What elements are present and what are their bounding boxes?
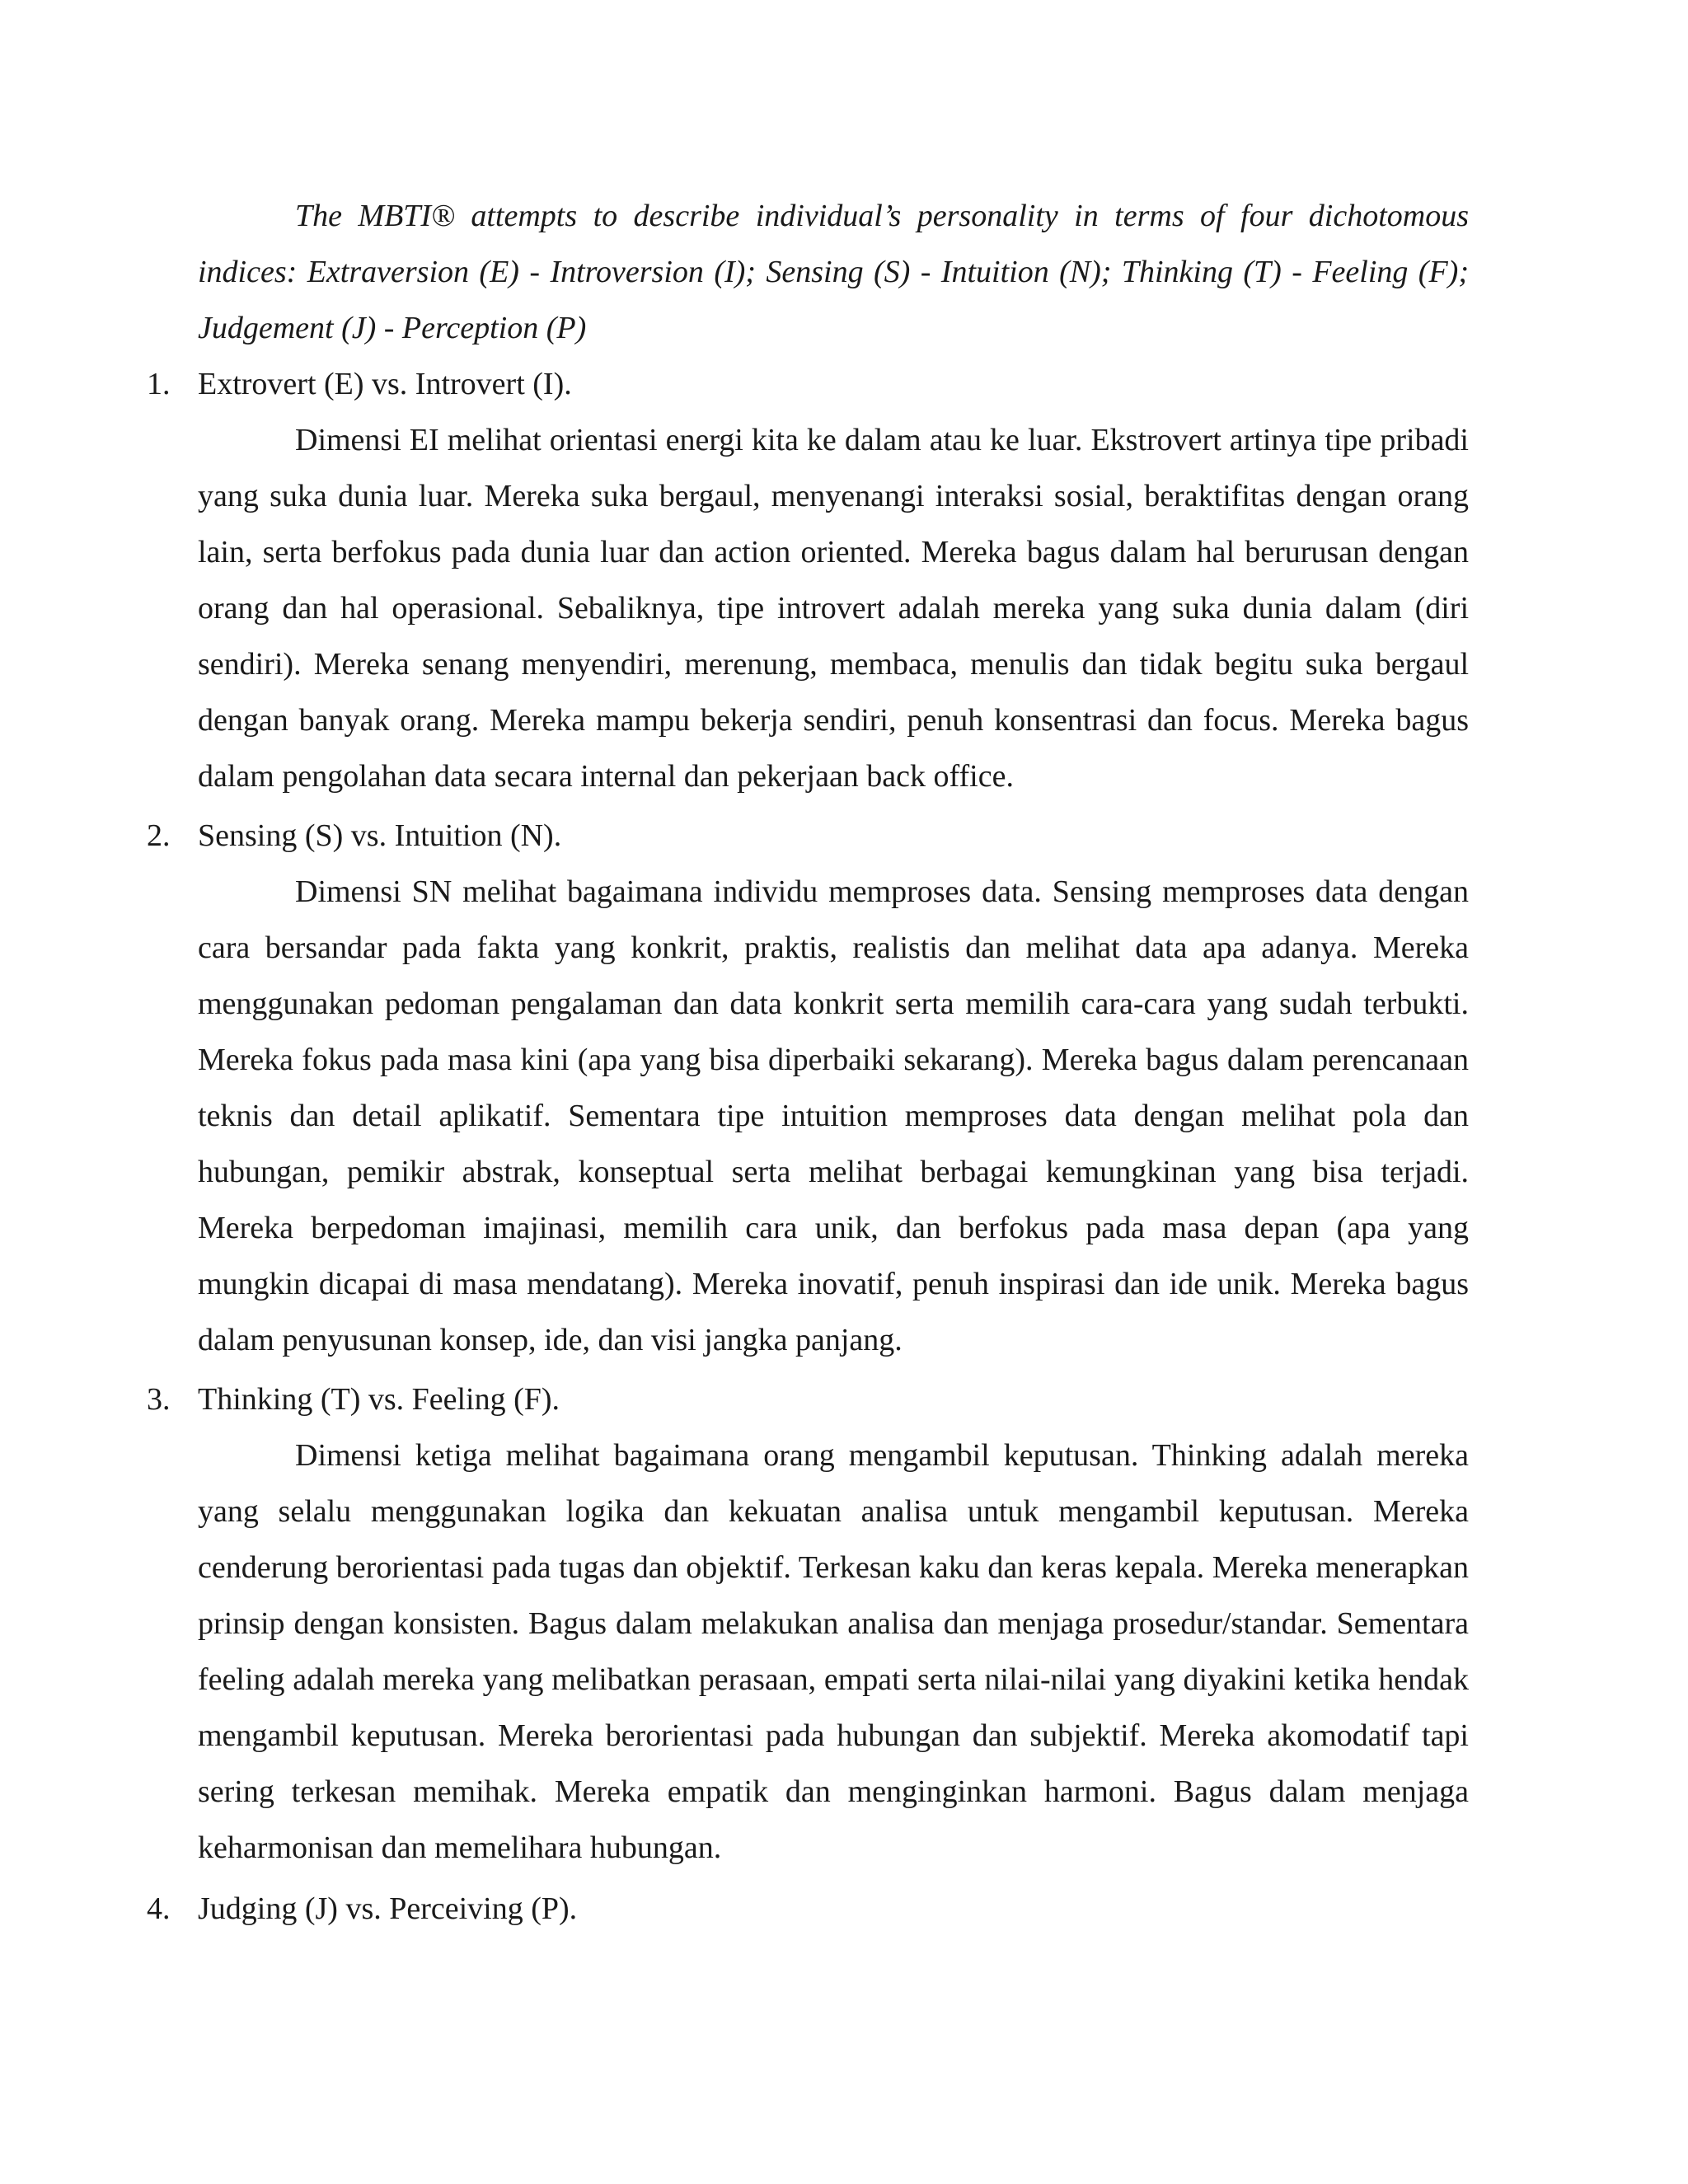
section-body-extrovert-introvert: Dimensi EI melihat orientasi energi kita ke dalam atau ke luar. Ekstrovert artinya tipe pribadi yang suka dunia luar. Mereka suka bergaul, menyenangi interaksi sosial, beraktifitas dengan orang lain, serta berfokus pada dunia luar dan action oriented. Mereka bagus dalam hal berurusan dengan orang dan hal operasional. Sebaliknya, tipe introvert adalah mereka yang suka dunia dalam (diri sendiri). Mereka senang menyendiri, merenung, membaca, menulis dan tidak begitu suka bergaul dengan banyak orang. Mereka mampu bekerja sendiri, penuh konsentrasi dan focus. Mereka bagus dalam pengolahan data secara internal dan pekerjaan back office. (198, 423, 1469, 794)
intro-paragraph: The MBTI® attempts to describe individual’s personality in terms of four dichotomous indices: Extraversion (E) - Introversion (I); Sensing (S) - Intuition (N); Thinking (T) - Feeling (F); Judgement (J) - Perception (P) (198, 199, 1469, 345)
section-title: Extrovert (E) vs. Introvert (I). (198, 367, 572, 401)
section-heading-judging-perceiving (147, 1881, 577, 1937)
section-body-sensing-intuition: Dimensi SN melihat bagaimana individu memproses data. Sensing memproses data dengan cara bersandar pada fakta yang konkrit, praktis, realistis dan melihat data apa adanya. Mereka menggunakan pedoman pengalaman dan data konkrit serta memilih cara-cara yang sudah terbukti. Mereka fokus pada masa kini (apa yang bisa diperbaiki sekarang). Mereka bagus dalam perencanaan teknis dan detail aplikatif. Sementara tipe intuition memproses data dengan melihat pola dan hubungan, pemikir abstrak, konseptual serta melihat berbagai kemungkinan yang bisa terjadi. Mereka berpedoman imajinasi, memilih cara unik, dan berfokus pada masa depan (apa yang mungkin dicapai di masa mendatang). Mereka inovatif, penuh inspirasi dan ide unik. Mereka bagus dalam penyusunan konsep, ide, dan visi jangka panjang. (198, 874, 1469, 1357)
section-number: 1. (147, 367, 171, 401)
section-heading-thinking-feeling (147, 1371, 560, 1427)
section-number: 2. (147, 818, 171, 853)
section-number: 4. (147, 1891, 171, 1926)
section-title: Sensing (S) vs. Intuition (N). (198, 818, 562, 853)
section-heading-extrovert-introvert (147, 356, 572, 412)
section-heading-sensing-intuition (147, 808, 561, 864)
section-number: 3. (147, 1382, 171, 1417)
section-title: Judging (J) vs. Perceiving (P). (198, 1891, 578, 1926)
section-title: Thinking (T) vs. Feeling (F). (198, 1382, 560, 1417)
section-body-thinking-feeling: Dimensi ketiga melihat bagaimana orang mengambil keputusan. Thinking adalah mereka yang selalu menggunakan logika dan kekuatan analisa untuk mengambil keputusan. Mereka cenderung berorientasi pada tugas dan objektif. Terkesan kaku dan keras kepala. Mereka menerapkan prinsip dengan konsisten. Bagus dalam melakukan analisa dan menjaga prosedur/standar. Sementara feeling adalah mereka yang melibatkan perasaan, empati serta nilai-nilai yang diyakini ketika hendak mengambil keputusan. Mereka berorientasi pada hubungan dan subjektif. Mereka akomodatif tapi sering terkesan memihak. Mereka empatik dan menginginkan harmoni. Bagus dalam menjaga keharmonisan dan memelihara hubungan. (198, 1438, 1469, 1865)
